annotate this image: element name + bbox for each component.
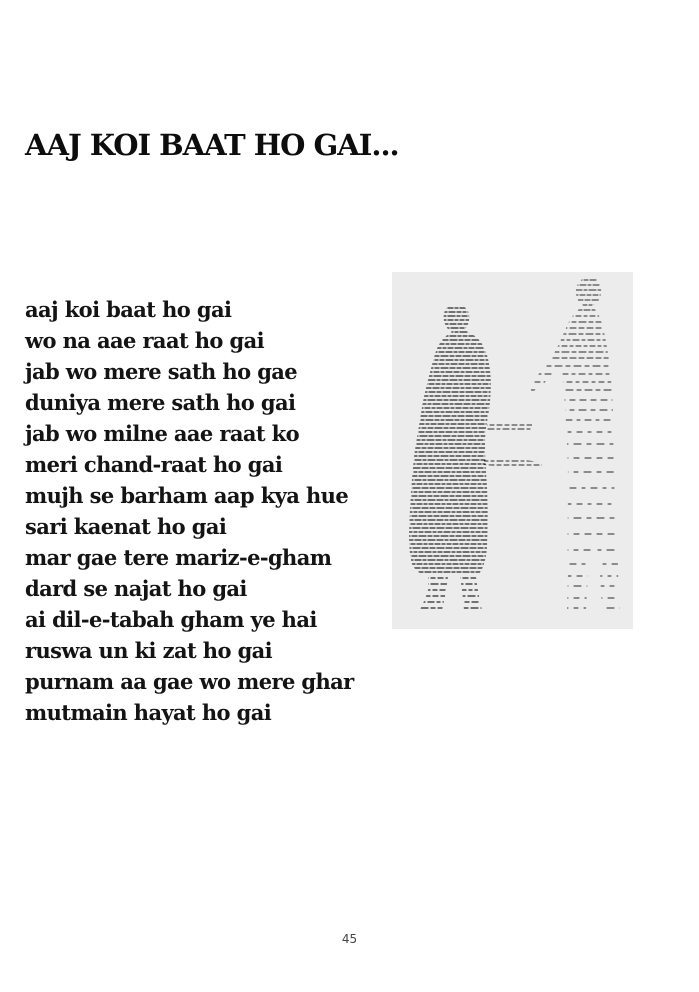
poem xyxy=(25,294,354,728)
poem-line: dard se najat ho gai xyxy=(25,576,247,601)
poem-line: jab wo mere sath ho gae xyxy=(25,359,298,384)
poem-line: mujh se barham aap kya hue xyxy=(25,483,349,508)
poem-line: sari kaenat ho gai xyxy=(25,514,227,539)
poem-line: meri chand-raat ho gai xyxy=(25,452,283,477)
poem-line: wo na aae raat ho gai xyxy=(25,328,265,353)
poem-line: jab wo milne aae raat ko xyxy=(25,421,300,446)
poem-line: mar gae tere mariz-e-gham xyxy=(25,545,332,570)
poem-line: mutmain hayat ho gai xyxy=(25,700,272,725)
page-number: 45 xyxy=(341,932,358,946)
poem-line: duniya mere sath ho gai xyxy=(25,390,296,415)
poem-line: ruswa un ki zat ho gai xyxy=(25,638,273,663)
calligram-couple-icon xyxy=(392,272,633,629)
poem-line: ai dil-e-tabah gham ye hai xyxy=(25,607,317,632)
page-title: AAJ KOI BAAT HO GAI... xyxy=(25,128,399,162)
calligram-illustration xyxy=(392,272,633,629)
poem-line: aaj koi baat ho gai xyxy=(25,297,232,322)
poem-line: purnam aa gae wo mere ghar xyxy=(25,669,354,694)
